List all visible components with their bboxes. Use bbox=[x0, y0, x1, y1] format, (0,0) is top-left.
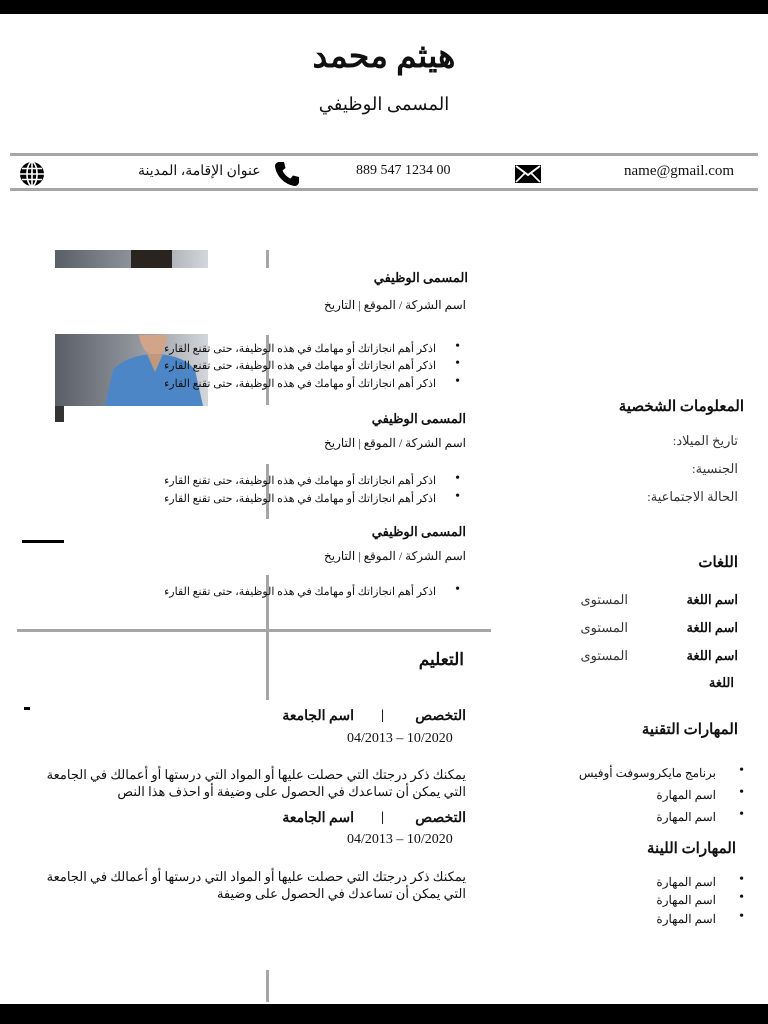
language-name: اسم اللغة bbox=[686, 648, 738, 663]
experience-1-title: المسمى الوظيفي bbox=[373, 270, 468, 285]
education-2-separator: | bbox=[381, 810, 385, 825]
experience-3-title: المسمى الوظيفي bbox=[371, 524, 466, 539]
education-1-major: التخصص bbox=[415, 709, 466, 724]
personal-info-title: المعلومات الشخصية bbox=[618, 399, 744, 415]
personal-field-nationality: الجنسية: bbox=[692, 461, 738, 476]
decorative-dash bbox=[24, 707, 30, 710]
globe-icon bbox=[18, 160, 46, 193]
education-1-separator: | bbox=[381, 708, 385, 723]
bottom-bar bbox=[0, 1004, 768, 1024]
decorative-dash bbox=[22, 540, 64, 543]
experience-3-meta: اسم الشركة / الموقع | التاريخ bbox=[324, 549, 466, 563]
education-1-dates: 04/2013 – 10/2020 bbox=[347, 731, 453, 746]
language-name: اسم اللغة bbox=[686, 620, 738, 635]
person-name: هيثم محمد bbox=[312, 39, 456, 75]
education-1-university: اسم الجامعة bbox=[282, 709, 354, 724]
photo-corner bbox=[55, 406, 64, 422]
soft-skill-item: اسم المهارة • bbox=[656, 875, 716, 890]
phone-icon bbox=[273, 160, 301, 193]
language-level: المستوى bbox=[580, 620, 628, 635]
experience-1-bullet: اذكر أهم انجازاتك أو مهامك في هذه الوظيفة، حتى تقنع القارء • bbox=[164, 377, 436, 390]
experience-2-title: المسمى الوظيفي bbox=[371, 411, 466, 426]
top-bar bbox=[0, 0, 768, 14]
language-level: المستوى bbox=[580, 648, 628, 663]
experience-3-bullet: اذكر أهم انجازاتك أو مهامك في هذه الوظيفة، حتى تقنع القارء • bbox=[164, 585, 436, 598]
language-name: اسم اللغة bbox=[686, 592, 738, 607]
language-level: المستوى bbox=[580, 592, 628, 607]
soft-skill-item: اسم المهارة • bbox=[656, 893, 716, 908]
education-title: التعليم bbox=[418, 650, 464, 669]
soft-skills-title: المهارات اللينة bbox=[647, 841, 736, 857]
photo-mask bbox=[55, 268, 208, 334]
education-2-major: التخصص bbox=[415, 811, 466, 826]
job-title-heading: المسمى الوظيفي bbox=[318, 94, 450, 114]
languages-title: اللغات bbox=[698, 555, 738, 571]
experience-1-meta: اسم الشركة / الموقع | التاريخ bbox=[324, 298, 466, 312]
contact-bottom-rule bbox=[10, 188, 758, 191]
phone-text: 889 547 1234 00 bbox=[356, 163, 451, 178]
tech-skill-item: اسم المهارة • bbox=[656, 810, 716, 825]
experience-2-bullet: اذكر أهم انجازاتك أو مهامك في هذه الوظيفة، حتى تقنع القارء • bbox=[164, 474, 436, 487]
envelope-icon bbox=[514, 164, 542, 189]
vertical-divider bbox=[266, 250, 269, 268]
language-extra: اللغة bbox=[708, 675, 734, 690]
personal-field-birthdate: تاريخ الميلاد: bbox=[672, 433, 738, 448]
education-1-description: يمكنك ذكر درجتك التي حصلت عليها أو المواد التي درستها أو أعمالك في الجامعة التي يمكن أن تساعدك في الحصول على وضيفة أو احذف هذا النص bbox=[46, 767, 466, 799]
soft-skill-item: اسم المهارة • bbox=[656, 912, 716, 927]
tech-skill-item: برنامج مايكروسوفت أوفيس • bbox=[579, 766, 716, 781]
personal-field-marital: الحالة الاجتماعية: bbox=[647, 489, 738, 504]
tech-skills-title: المهارات التقنية bbox=[641, 722, 738, 738]
education-2-description: يمكنك ذكر درجتك التي حصلت عليها أو المواد التي درستها أو أعمالك في الجامعة التي يمكن أن تساعدك في الحصول على وضيفة bbox=[46, 869, 466, 901]
contact-top-rule bbox=[10, 153, 758, 156]
education-2-dates: 04/2013 – 10/2020 bbox=[347, 832, 453, 847]
email-link[interactable]: name@gmail.com bbox=[624, 163, 735, 179]
education-2-university: اسم الجامعة bbox=[282, 811, 354, 826]
vertical-divider bbox=[266, 970, 269, 1002]
experience-1-bullet: اذكر أهم انجازاتك أو مهامك في هذه الوظيفة، حتى تقنع القارء • bbox=[164, 342, 436, 355]
experience-2-bullet: اذكر أهم انجازاتك أو مهامك في هذه الوظيفة، حتى تقنع القارء • bbox=[164, 492, 436, 505]
tech-skill-item: اسم المهارة • bbox=[656, 788, 716, 803]
education-divider bbox=[17, 629, 491, 632]
experience-2-meta: اسم الشركة / الموقع | التاريخ bbox=[324, 436, 466, 450]
address-text: عنوان الإقامة، المدينة bbox=[138, 164, 261, 179]
experience-1-bullet: اذكر أهم انجازاتك أو مهامك في هذه الوظيفة، حتى تقنع القارء • bbox=[164, 359, 436, 372]
